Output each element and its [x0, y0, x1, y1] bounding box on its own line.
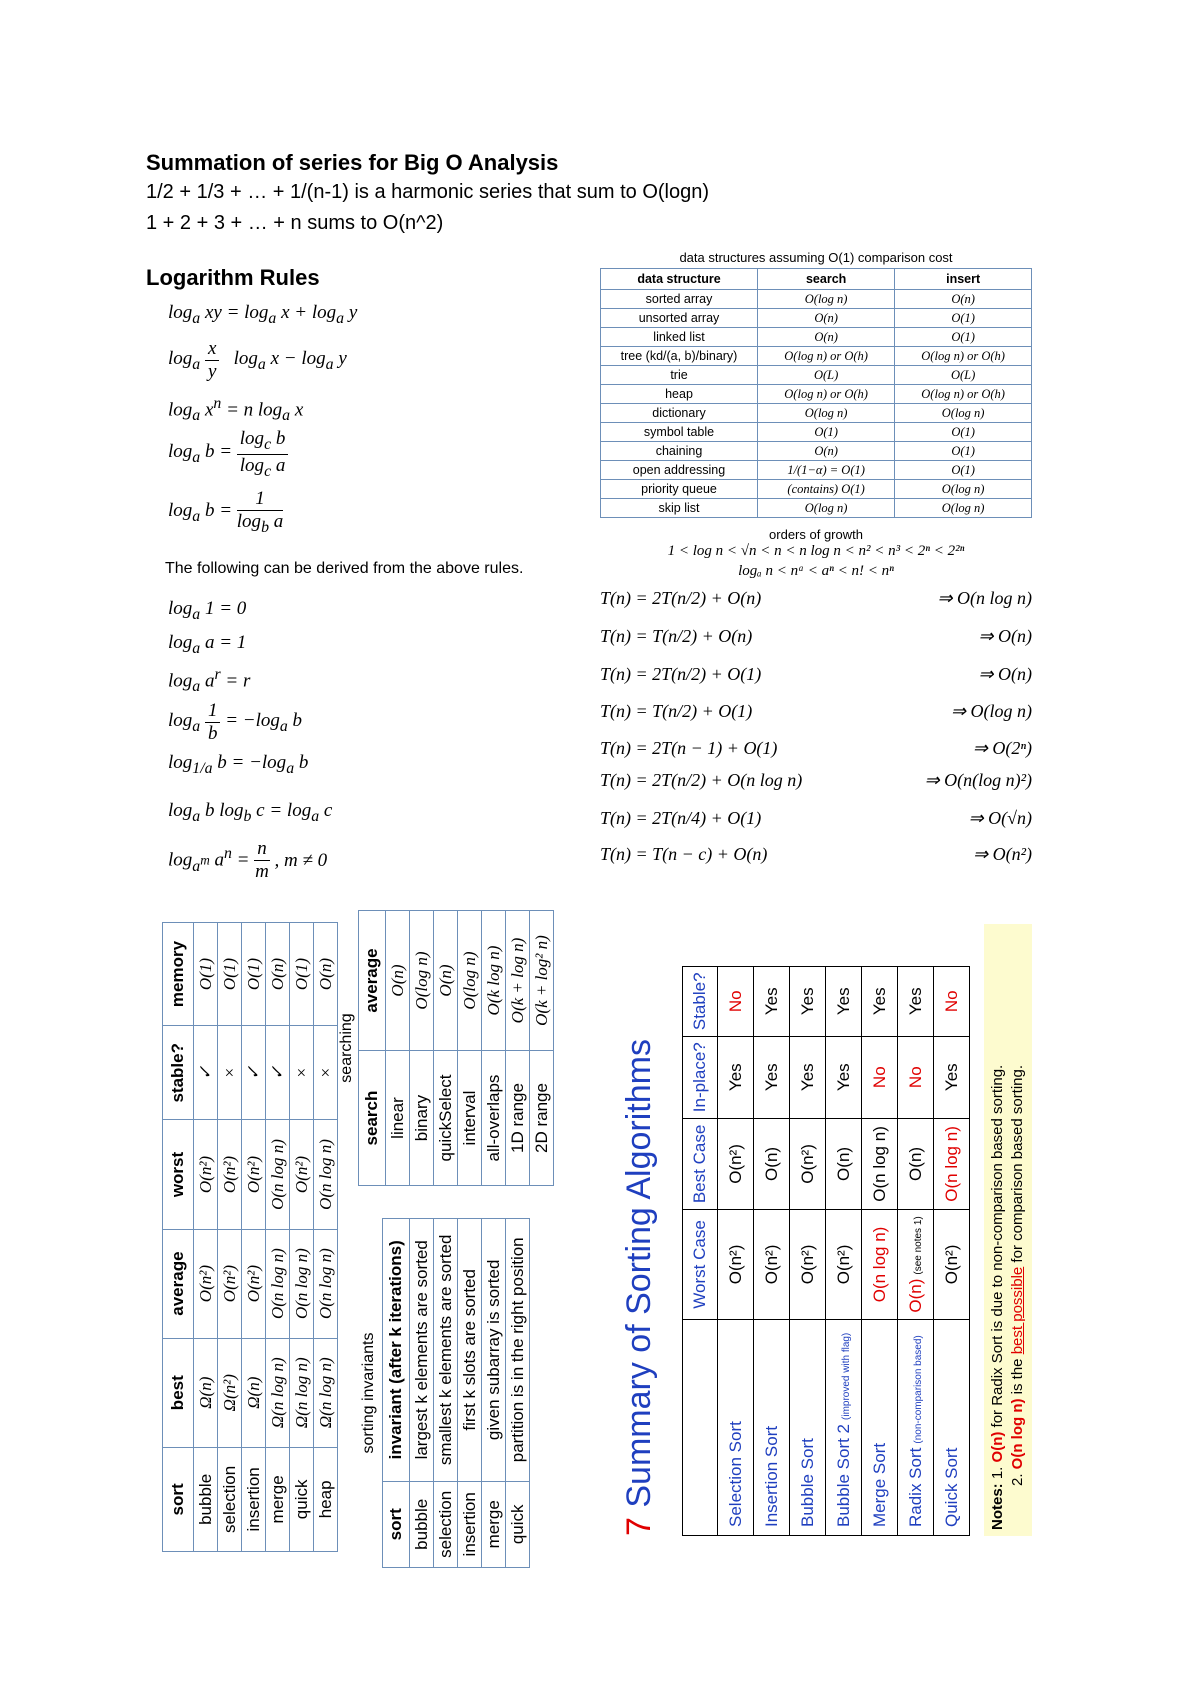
sort-complexity-cell: O(n²) [218, 1120, 242, 1229]
sort-complexity-header: average [163, 1229, 194, 1338]
log-rule-product: $\log_a$ xy = $\log_a x + \log_a y$ [168, 302, 358, 327]
note-2-link: best possible [1009, 1266, 1026, 1355]
sort-complexity-cell: Ω(n log n) [266, 1338, 290, 1447]
searching-cell: O(n) [386, 911, 410, 1051]
searching-header: search [359, 1051, 386, 1186]
recurrence-lhs: T(n) = T(n − c) + O(n) [600, 844, 768, 864]
recurrence-rhs: ⇒ O(n log n) [937, 588, 1032, 608]
sorting-summary-name [898, 1319, 934, 1535]
sort-name: Bubble Sort [797, 1438, 817, 1527]
derived-log-reciprocal-base: $\log_{1/a} b = -\log_a$ b [168, 752, 309, 777]
sort-complexity-cell: bubble [194, 1447, 218, 1551]
ds-cell: O(L) [758, 366, 895, 385]
sorting-summary-name [826, 1319, 862, 1535]
sort-complexity-cell: O(1) [242, 923, 266, 1026]
sorting-summary-inplace: No [898, 1036, 934, 1118]
sort-complexity-row [242, 923, 266, 1552]
sort-complexity-cell: O(n²) [194, 1229, 218, 1338]
invariants-cell: bubble [410, 1481, 434, 1567]
searching-cell: O(k log n) [482, 911, 506, 1051]
sort-complexity-cell: O(n²) [194, 1120, 218, 1229]
ds-header-2: insert [895, 269, 1032, 290]
sorting-summary-worst [826, 1210, 862, 1320]
ds-cell: O(log n) [895, 480, 1032, 499]
searching-cell: quickSelect [434, 1051, 458, 1186]
invariants-row [458, 1219, 482, 1568]
sort-complexity-header: sort [163, 1447, 194, 1551]
ds-cell: O(log n) or O(h) [895, 347, 1032, 366]
ds-cell: open addressing [601, 461, 758, 480]
summation-title: Summation of series for Big O Analysis [146, 150, 559, 175]
sort-complexity-cell: ✓ [242, 1026, 266, 1120]
ds-cell: O(n) [758, 309, 895, 328]
sort-complexity-cell: insertion [242, 1447, 266, 1551]
ds-cell: priority queue [601, 480, 758, 499]
ds-cell: linked list [601, 328, 758, 347]
ds-cell: O(1) [895, 461, 1032, 480]
sort-complexity-cell: Ω(n log n) [290, 1338, 314, 1447]
sorting-summary-stable: No [718, 967, 754, 1037]
searching-cell: linear [386, 1051, 410, 1186]
searching-cell: O(k + log n) [506, 911, 530, 1051]
searching-header: average [359, 911, 386, 1051]
searching-cell: O(k + log² n) [530, 911, 554, 1051]
sort-name: Insertion Sort [761, 1425, 781, 1527]
invariants-cell: insertion [458, 1481, 482, 1567]
derived-log-one: $\log_a 1 = 0$ [168, 598, 247, 623]
recurrence-row [600, 844, 1032, 865]
sorting-notes [984, 924, 1032, 1536]
ds-cell: unsorted array [601, 309, 758, 328]
sorting-summary-row [754, 967, 790, 1536]
searching-cell: 2D range [530, 1051, 554, 1186]
sort-complexity-cell: selection [218, 1447, 242, 1551]
recurrence-lhs: T(n) = 2T(n/4) + O(1) [600, 808, 762, 828]
recurrence-lhs: T(n) = T(n/2) + O(1) [600, 701, 753, 721]
invariants-cell: largest k elements are sorted [410, 1219, 434, 1482]
invariants-row [410, 1219, 434, 1568]
recurrence-lhs: T(n) = 2T(n − 1) + O(1) [600, 738, 778, 758]
searching-row [506, 911, 530, 1186]
sort-complexity-cell: O(n log n) [290, 1229, 314, 1338]
sort-complexity-cell: × [290, 1026, 314, 1120]
worst-value: O(n²) [833, 1244, 853, 1285]
sort-complexity-header: worst [163, 1120, 194, 1229]
sorting-summary-name [718, 1319, 754, 1535]
ds-cell: O(1) [895, 423, 1032, 442]
sorting-summary-stable: Yes [754, 967, 790, 1037]
invariants-row [482, 1219, 506, 1568]
searching-caption: searching [338, 1013, 355, 1083]
sorting-summary-best: O(n) [754, 1118, 790, 1209]
sorting-summary-worst [754, 1210, 790, 1320]
worst-value: O(n²) [941, 1244, 961, 1285]
invariants-cell: smallest k elements are sorted [434, 1219, 458, 1482]
sort-complexity-header: best [163, 1338, 194, 1447]
ds-header-0: data structure [601, 269, 758, 290]
ds-cell: symbol table [601, 423, 758, 442]
searching-row [482, 911, 506, 1186]
searching-row [410, 911, 434, 1186]
sort-name: Radix Sort [905, 1447, 925, 1527]
sort-complexity-cell: O(n log n) [314, 1120, 338, 1229]
recurrence-lhs: T(n) = T(n/2) + O(n) [600, 626, 753, 646]
ds-row [601, 461, 1032, 480]
recurrence-row [600, 626, 1032, 647]
sort-complexity-cell: × [314, 1026, 338, 1120]
sort-name-sub: (improved with flag) [840, 1332, 852, 1420]
invariants-rotated [360, 1218, 530, 1568]
derived-log-chain: $\log_a b$ $\log_b c = \log_a c$ [168, 800, 333, 825]
sort-complexity-cell: O(n²) [242, 1229, 266, 1338]
searching-row [530, 911, 554, 1186]
invariants-cell: partition is in the right position [506, 1219, 530, 1482]
ds-cell: O(1) [895, 309, 1032, 328]
sorting-summary-rotated [620, 936, 1032, 1536]
sorting-summary-row [862, 967, 898, 1536]
ds-row [601, 347, 1032, 366]
ds-cell: O(n) [758, 328, 895, 347]
searching-cell: O(n) [434, 911, 458, 1051]
sort-complexity-cell: O(n log n) [266, 1229, 290, 1338]
sorting-summary-inplace: Yes [754, 1036, 790, 1118]
recurrence-row [600, 808, 1032, 829]
ds-cell: tree (kd/(a, b)/binary) [601, 347, 758, 366]
sort-complexity-cell: O(n²) [218, 1229, 242, 1338]
recurrence-row [600, 588, 1032, 609]
sorting-summary-worst [898, 1210, 934, 1320]
worst-value: O(n log n) [869, 1226, 889, 1303]
sorting-summary-table [682, 966, 970, 1536]
sorting-summary-best: O(n²) [790, 1118, 826, 1209]
sort-complexity-cell: O(1) [194, 923, 218, 1026]
ds-row [601, 290, 1032, 309]
sort-complexity-cell: O(n) [314, 923, 338, 1026]
ds-cell: O(n) [758, 442, 895, 461]
searching-cell: O(log n) [410, 911, 434, 1051]
sorting-summary-row [718, 967, 754, 1536]
sorting-summary-number: 7 [620, 1517, 658, 1536]
log-rule-quotient: $\log_a$ $\frac{x}{y}$ $\log_a x - \log_a y$ [168, 338, 347, 382]
sort-complexity-row [194, 923, 218, 1552]
sorting-summary-best: O(n) [898, 1118, 934, 1209]
sort-complexity-table [162, 922, 338, 1552]
invariants-cell: given subarray is sorted [482, 1219, 506, 1482]
searching-row [458, 911, 482, 1186]
sorting-summary-inplace: Yes [934, 1036, 970, 1118]
sort-complexity-row [314, 923, 338, 1552]
invariants-cell: first k slots are sorted [458, 1219, 482, 1482]
log-rule-change-base: $\log_a b$ = $\frac{\log_c b}{\log_c a}$ [168, 428, 288, 481]
summation-line-1: 1/2 + 1/3 + … + 1/(n-1) is a harmonic series that sum to O(logn) [146, 181, 710, 203]
sort-name: Bubble Sort 2 [833, 1423, 853, 1527]
sort-complexity-cell: O(n log n) [314, 1229, 338, 1338]
searching-row [386, 911, 410, 1186]
ds-cell: O(log n) [758, 499, 895, 518]
sorting-summary-best: O(n) [826, 1118, 862, 1209]
searching-cell: interval [458, 1051, 482, 1186]
ds-row [601, 309, 1032, 328]
log-rules-title: Logarithm Rules [146, 265, 320, 290]
sorting-summary-stable: Yes [826, 967, 862, 1037]
ds-cell: (contains) O(1) [758, 480, 895, 499]
sort-complexity-cell: O(n) [266, 923, 290, 1026]
sorting-summary-name [862, 1319, 898, 1535]
recurrence-rhs: ⇒ O(√n) [968, 808, 1032, 828]
summation-line-2: 1 + 2 + 3 + … + n sums to O(n^2) [146, 212, 444, 234]
ds-cell: O(1) [895, 328, 1032, 347]
sorting-summary-row [826, 967, 862, 1536]
ds-cell: O(1) [895, 442, 1032, 461]
sorting-summary-name [790, 1319, 826, 1535]
growth-line-2: logₐ n < nᵃ < aⁿ < n! < nⁿ [738, 563, 894, 579]
sorting-summary-corner [683, 1319, 718, 1535]
ds-cell: sorted array [601, 290, 758, 309]
sort-complexity-cell: quick [290, 1447, 314, 1551]
sorting-summary-stable: Yes [898, 967, 934, 1037]
recurrence-rhs: ⇒ O(n) [978, 664, 1032, 684]
sorting-summary-worst [790, 1210, 826, 1320]
recurrence-rhs: ⇒ O(n²) [973, 844, 1032, 864]
worst-value: O(n²) [761, 1244, 781, 1285]
log-rule-power: $\log_a x^n = n$ $\log_a x$ [168, 395, 304, 425]
sort-name: Merge Sort [869, 1442, 889, 1527]
sort-complexity-cell: merge [266, 1447, 290, 1551]
recurrence-row [600, 738, 1032, 759]
sort-complexity-cell: O(n log n) [266, 1120, 290, 1229]
recurrence-rhs: ⇒ O(n(log n)²) [924, 770, 1032, 790]
searching-table [358, 910, 554, 1186]
sort-complexity-cell: Ω(n) [194, 1338, 218, 1447]
ds-cell: O(log n) [895, 404, 1032, 423]
searching-cell: binary [410, 1051, 434, 1186]
searching-rotated [338, 910, 554, 1186]
ds-row [601, 499, 1032, 518]
searching-cell: O(log n) [458, 911, 482, 1051]
sort-complexity-cell: O(1) [218, 923, 242, 1026]
sorting-summary-worst [718, 1210, 754, 1320]
ds-row [601, 328, 1032, 347]
sort-complexity-cell: O(n²) [290, 1120, 314, 1229]
recurrence-row [600, 664, 1032, 685]
sort-complexity-header: stable? [163, 1026, 194, 1120]
ds-cell: dictionary [601, 404, 758, 423]
ds-row [601, 404, 1032, 423]
recurrence-lhs: T(n) = 2T(n/2) + O(n log n) [600, 770, 803, 790]
ds-cell: heap [601, 385, 758, 404]
invariants-table [382, 1218, 530, 1568]
sorting-summary-header: Stable? [683, 967, 718, 1037]
ds-cell: chaining [601, 442, 758, 461]
invariants-cell: quick [506, 1481, 530, 1567]
sorting-summary-title-text: Summary of Sorting Algorithms [620, 1039, 658, 1508]
ds-row [601, 366, 1032, 385]
sort-complexity-cell: heap [314, 1447, 338, 1551]
sort-complexity-row [266, 923, 290, 1552]
ds-cell: O(1) [758, 423, 895, 442]
note-1-num: 1. [989, 1466, 1006, 1480]
note-2-num: 2. [1009, 1473, 1026, 1486]
note-2-pre: is the [1009, 1358, 1026, 1395]
sort-complexity-header: memory [163, 923, 194, 1026]
sorting-summary-header: In-place? [683, 1036, 718, 1118]
sort-name: Selection Sort [725, 1421, 745, 1527]
ds-cell: O(log n) [758, 290, 895, 309]
derived-log-power-base: $\log_{a^m} a^n$ = $\frac{n}{m}$ , m ≠ 0 [168, 838, 328, 882]
invariants-caption: sorting invariants [360, 1332, 377, 1454]
note-2-post: for comparison based sorting. [1009, 1064, 1026, 1263]
sort-name: Quick Sort [941, 1447, 961, 1527]
ds-cell: O(log n) or O(h) [758, 385, 895, 404]
derived-intro: The following can be derived from the above rules. [165, 560, 524, 577]
sorting-summary-name [754, 1319, 790, 1535]
note-1-text: for Radix Sort is due to non-comparison based sorting. [989, 1064, 1006, 1428]
ds-cell: O(n) [895, 290, 1032, 309]
ds-cell: O(log n) or O(h) [758, 347, 895, 366]
invariants-row [506, 1219, 530, 1568]
ds-cell: trie [601, 366, 758, 385]
sorting-summary-title [620, 936, 672, 1536]
invariants-cell: selection [434, 1481, 458, 1567]
sorting-summary-name [934, 1319, 970, 1535]
ds-cell: O(log n) or O(h) [895, 385, 1032, 404]
sorting-summary-header: Worst Case [683, 1210, 718, 1320]
searching-cell: 1D range [506, 1051, 530, 1186]
sorting-summary-best: O(n²) [718, 1118, 754, 1209]
searching-cell: all-overlaps [482, 1051, 506, 1186]
recurrence-lhs: T(n) = 2T(n/2) + O(n) [600, 588, 762, 608]
ds-row [601, 442, 1032, 461]
sort-complexity-row [218, 923, 242, 1552]
sorting-summary-stable: Yes [862, 967, 898, 1037]
derived-log-self: $\log_a a = 1$ [168, 632, 247, 657]
invariants-header: sort [383, 1481, 410, 1567]
sort-complexity-cell: O(n²) [242, 1120, 266, 1229]
sort-complexity-cell: Ω(n) [242, 1338, 266, 1447]
recurrence-rhs: ⇒ O(n) [978, 626, 1032, 646]
sorting-summary-row [790, 967, 826, 1536]
searching-row [434, 911, 458, 1186]
ds-row [601, 385, 1032, 404]
sorting-summary-best: O(n log n) [934, 1118, 970, 1209]
worst-note: (see notes 1) [912, 1216, 924, 1275]
sorting-summary-row [898, 967, 934, 1536]
sorting-summary-inplace: No [862, 1036, 898, 1118]
ds-table [600, 268, 1032, 518]
sorting-summary-inplace: Yes [790, 1036, 826, 1118]
sorting-summary-inplace: Yes [826, 1036, 862, 1118]
recurrence-lhs: T(n) = 2T(n/2) + O(1) [600, 664, 762, 684]
derived-log-power: $\log_a a^r = r$ [168, 666, 251, 696]
worst-value: O(n²) [797, 1244, 817, 1285]
ds-cell: O(L) [895, 366, 1032, 385]
sorting-summary-worst [862, 1210, 898, 1320]
recurrence-row [600, 701, 1032, 722]
sort-name-sub: (non-comparison based) [912, 1335, 924, 1444]
derived-log-inverse: $\log_a$ $\frac{1}{b}$ = $-\log_a$ b [168, 700, 303, 744]
invariants-cell: merge [482, 1481, 506, 1567]
sort-complexity-cell: × [218, 1026, 242, 1120]
sort-complexity-cell: Ω(n log n) [314, 1338, 338, 1447]
notes-label: Notes: [989, 1483, 1006, 1530]
sort-complexity-cell: Ω(n²) [218, 1338, 242, 1447]
worst-value: O(n²) [725, 1244, 745, 1285]
sorting-summary-stable: No [934, 967, 970, 1037]
invariants-row [434, 1219, 458, 1568]
log-rule-reciprocal: $\log_a b$ = $\frac{1}{\log_b a}$ [168, 488, 284, 536]
sort-complexity-cell: ✓ [194, 1026, 218, 1120]
growth-title: orders of growth [769, 527, 863, 542]
sorting-summary-header: Best Case [683, 1118, 718, 1209]
recurrence-row [600, 770, 1032, 791]
ds-cell: O(log n) [895, 499, 1032, 518]
ds-header-1: search [758, 269, 895, 290]
sort-complexity-cell: O(1) [290, 923, 314, 1026]
sorting-summary-worst [934, 1210, 970, 1320]
ds-table-caption: data structures assuming O(1) comparison cost [679, 250, 953, 265]
ds-row [601, 423, 1032, 442]
worst-value: O(n) [905, 1278, 925, 1313]
ds-cell: O(log n) [758, 404, 895, 423]
growth-line-1: 1 < log n < √n < n < n log n < n² < n³ < 2ⁿ < 2²ⁿ [667, 543, 965, 559]
recurrence-rhs: ⇒ O(2ⁿ) [972, 738, 1032, 758]
sorting-summary-best: O(n log n) [862, 1118, 898, 1209]
sort-complexity-row [290, 923, 314, 1552]
ds-cell: 1/(1−α) = O(1) [758, 461, 895, 480]
note-2-bold: O(n log n) [1009, 1398, 1026, 1470]
invariants-header: invariant (after k iterations) [383, 1219, 410, 1482]
sort-complexity-cell: ✓ [266, 1026, 290, 1120]
ds-row [601, 480, 1032, 499]
sorting-summary-stable: Yes [790, 967, 826, 1037]
recurrence-rhs: ⇒ O(log n) [950, 701, 1032, 721]
ds-cell: skip list [601, 499, 758, 518]
sorting-summary-inplace: Yes [718, 1036, 754, 1118]
sort-complexity-rotated [162, 922, 338, 1552]
note-1-bold: O(n) [989, 1431, 1006, 1463]
sorting-summary-row [934, 967, 970, 1536]
